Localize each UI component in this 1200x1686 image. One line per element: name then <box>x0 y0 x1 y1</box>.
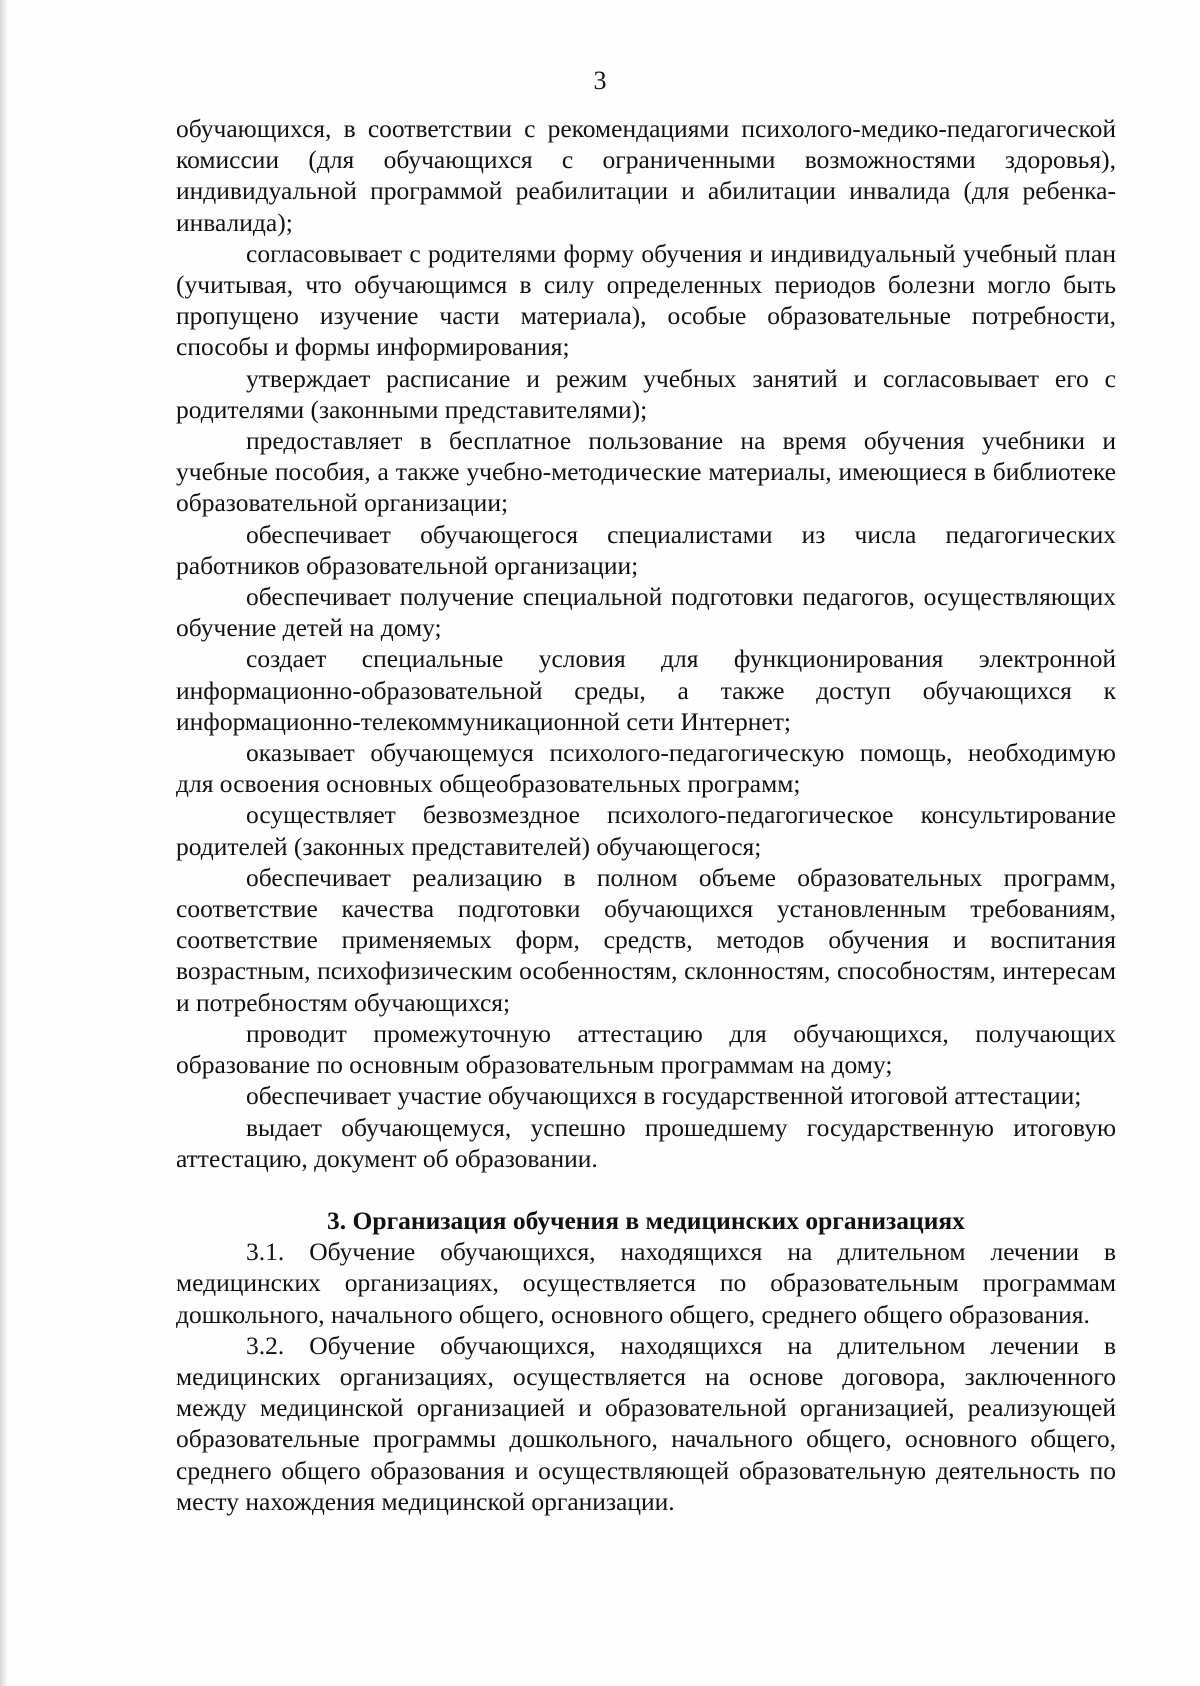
list-paragraph: обеспечивает обучающегося специалистами из числа педагогических работников образовательной организации; <box>176 519 1116 580</box>
page-body <box>176 113 1116 1517</box>
list-paragraph: создает специальные условия для функционирования электронной информационно-образовательной среды, а также доступ обучающихся к информационно-телекоммуникационной сети Интернет; <box>176 644 1116 736</box>
clause-paragraph: 3.2. Обучение обучающихся, находящихся на длительном лечении в медицинских организациях, осуществляется на основе договора, заключенного между медицинской организацией и образовательной организацией, реализующей образовательные программы дошкольного, начального общего, основного общего, среднего общего образования и осуществляющей образовательную деятельность по месту нахождения медицинской организации. <box>176 1330 1116 1516</box>
list-paragraph: обеспечивает получение специальной подготовки педагогов, осуществляющих обучение детей на дому; <box>176 582 1116 643</box>
list-paragraph: обеспечивает участие обучающихся в государственной итоговой аттестации; <box>246 1081 1082 1111</box>
list-paragraph: оказывает обучающемуся психолого-педагогическую помощь, необходимую для освоения основных общеобразовательных программ; <box>176 738 1116 799</box>
clause-paragraph: 3.1. Обучение обучающихся, находящихся на длительном лечении в медицинских организациях, осуществляется по образовательным программам дошкольного, начального общего, основного общего, среднего общего образования. <box>176 1237 1116 1329</box>
list-paragraph: проводит промежуточную аттестацию для обучающихся, получающих образование по основным образовательным программам на дому; <box>176 1018 1116 1080</box>
scan-edge <box>0 0 8 1686</box>
list-paragraph: выдает обучающемуся, успешно прошедшему государственную итоговую аттестацию, документ об образовании. <box>176 1112 1116 1173</box>
page-number: 3 <box>593 66 607 95</box>
list-paragraph: обеспечивает реализацию в полном объеме образовательных программ, соответствие качества подготовки обучающихся установленным требованиям, соответствие применяемых форм, средств, методов обучения и воспитания возрастным, психофизическим особенностям, склонностям, способностям, интересам и потребностям обучающихся; <box>176 862 1116 1017</box>
list-paragraph: согласовывает с родителями форму обучения и индивидуальный учебный план (учитывая, что обучающимся в силу определенных периодов болезни могло быть пропущено изучение части материала), особые образовательные потребности, способы и формы информирования; <box>176 238 1116 362</box>
section-heading: 3. Организация обучения в медицинских организациях <box>327 1205 965 1235</box>
list-paragraph: утверждает расписание и режим учебных занятий и согласовывает его с родителями (законными представителями); <box>176 363 1116 424</box>
paragraph-continuation: обучающихся, в соответствии с рекомендациями психолого-медико-педагогической комиссии (для обучающихся с ограниченными возможностями здоровья), индивидуальной программой реабилитации и абилитации инвалида (для ребенка-инвалида); <box>176 114 1116 237</box>
list-paragraph: осуществляет безвозмездное психолого-педагогическое консультирование родителей (законных представителей) обучающегося; <box>176 800 1116 861</box>
list-paragraph: предоставляет в бесплатное пользование на время обучения учебники и учебные пособия, а также учебно-методические материалы, имеющиеся в библиотеке образовательной организации; <box>176 426 1116 518</box>
